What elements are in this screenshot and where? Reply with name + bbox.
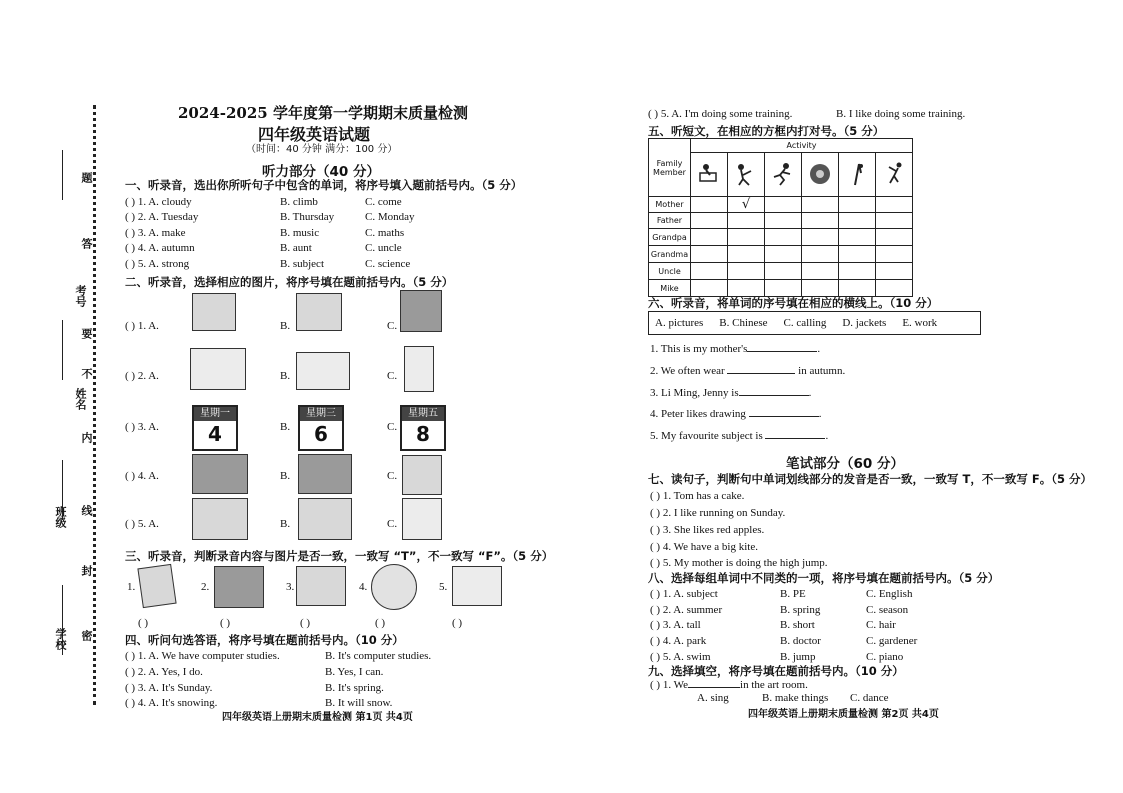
sec6-s3: 3. Li Ming, Jenny is . [650,387,812,399]
tree-image [192,293,236,331]
activity-icon [802,153,839,197]
sec4-q5-a: ( ) 5. A. I'm doing some training. [648,108,793,120]
exam-number-line [62,150,63,200]
footer-right: 四年级英语上册期末质量检测 第2页 共4页 [748,709,939,720]
activity-icon [765,153,802,197]
field-school: 学校 [54,628,67,650]
sec9-opt-b: B. make things [762,692,829,704]
sec9-q1: ( ) 1. We in the art room. [650,679,808,691]
sec8-q1-a: ( ) 1. A. subject [650,588,718,600]
sec8-q1-b: B. PE [780,588,806,600]
member-uncle: Uncle [649,263,691,280]
sec1-q4-b: B. aunt [280,242,312,254]
word-options-box [648,311,981,335]
sec1-q4-c: C. uncle [365,242,402,254]
sec1-title: 一、听录音，选出你所听句子中包含的单词，将序号填入题前括号内。（5 分） [125,178,523,192]
sec3-num: 4. [359,581,368,593]
exam-info: （时间：40 分钟 满分：100 分） [246,144,398,155]
member-father: Father [649,213,691,229]
seal-char: 线 [80,505,93,516]
sec4-q2-a: ( ) 2. A. Yes, I do. [125,666,203,678]
activity-icon [839,153,876,197]
listening-heading: 听力部分（40 分） [262,164,380,180]
sec1-q5-c: C. science [365,258,411,270]
member-grandpa: Grandpa [649,229,691,246]
sec1-q2: ( ) 2. A. Tuesday [125,211,199,223]
sec2-q3-c: C. [387,421,398,433]
activity-icon [728,153,765,197]
field-name: 姓名 [74,388,87,410]
sec1-q5: ( ) 5. A. strong [125,258,190,270]
sec2-q4-b: B. [280,470,291,482]
seal-char: 答 [80,238,93,249]
sec4-q4-a: ( ) 4. A. It's snowing. [125,697,218,709]
sec1-q1-c: C. come [365,196,402,208]
sec2-q5-c: C. [387,518,398,530]
sec6-title: 六、听录音，将单词的序号填在相应的横线上。（10 分） [648,296,939,310]
field-class: 班级 [54,506,67,528]
running-image [404,346,434,392]
activity-icon [691,153,728,197]
sec8-title: 八、选择每组单词中不同类的一项，将序号填在题前括号内。（5 分） [648,571,1000,585]
tree-image [400,290,442,332]
sec2-q3: ( ) 3. A. [125,421,159,433]
seal-char: 题 [80,172,93,183]
exam-subtitle: 四年级英语试题 [258,125,371,144]
sport-image [190,348,246,390]
activity-header: Activity [691,139,913,153]
sec8-q2-a: ( ) 2. A. summer [650,604,723,616]
sec8-q4-b: B. doctor [780,635,821,647]
sec5-title: 五、听短文，在相应的方框内打对号。（5 分） [648,124,885,138]
sec2-q5-b: B. [280,518,291,530]
word-option: E. work [902,316,938,329]
reading-image [402,455,442,495]
binding-dotted-line [93,105,96,705]
sec9-title: 九、选择填空，将序号填在题前括号内。（10 分） [648,664,904,678]
word-option: B. Chinese [719,316,768,329]
calendar-icon: 星期三 6 [298,405,344,451]
sec7-q2: ( ) 2. I like running on Sunday. [650,507,786,519]
sec1-q1: ( ) 1. A. cloudy [125,196,192,208]
member-mother: Mother [649,197,691,213]
sec9-opt-c: C. dance [850,692,889,704]
word-option: C. calling [783,316,827,329]
classroom-image [192,454,248,494]
sec1-q1-b: B. climb [280,196,318,208]
sec6-s1: 1. This is my mother's . [650,343,821,355]
sec3-bracket: ( ) [375,617,386,629]
answer-blank[interactable] [688,687,740,688]
sec7-title: 七、读句子，判断句中单词划线部分的发音是否一致，一致写 T，不一致写 F。（5 分） [648,472,1092,486]
member-mike: Mike [649,280,691,297]
sec2-title: 二、听录音，选择相应的图片，将序号填在题前括号内。（5 分） [125,275,454,289]
sec6-s5: 5. My favourite subject is . [650,430,829,442]
sec3-bracket: ( ) [300,617,311,629]
sec7-q3: ( ) 3. She likes red apples. [650,524,765,536]
sec8-q4-a: ( ) 4. A. park [650,635,707,647]
seal-char: 内 [80,432,93,443]
sec4-q5-b: B. I like doing some training. [836,108,966,120]
seal-char: 要 [80,328,93,339]
activity-table [648,138,913,297]
piano-image [402,498,442,540]
sec7-q4: ( ) 4. We have a big kite. [650,541,758,553]
sec2-q5: ( ) 5. A. [125,518,159,530]
sec1-q3-b: B. music [280,227,320,239]
sec2-q2-c: C. [387,370,398,382]
sec3-bracket: ( ) [138,617,149,629]
calendar-icon: 星期一 4 [192,405,238,451]
sec2-q2: ( ) 2. A. [125,370,159,382]
sec7-q1: ( ) 1. Tom has a cake. [650,490,745,502]
word-option: A. pictures [655,316,704,329]
sec8-q3-b: B. short [780,619,815,631]
sec3-num: 2. [201,581,210,593]
seal-char: 封 [80,565,93,576]
sec3-bracket: ( ) [452,617,463,629]
word-option: D. jackets [842,316,887,329]
sec8-q5-a: ( ) 5. A. swim [650,651,711,663]
answer-blank[interactable] [765,438,825,439]
sec4-q2-b: B. Yes, I can. [325,666,384,678]
field-exam-number: 考号 [74,285,87,307]
sec4-q3-a: ( ) 3. A. It's Sunday. [125,682,213,694]
sec8-q2-b: B. spring [780,604,821,616]
sec2-q2-b: B. [280,370,291,382]
sec8-q1-c: C. English [866,588,913,600]
sec1-q4: ( ) 4. A. autumn [125,242,195,254]
picture-image [214,566,264,608]
sec8-q3-c: C. hair [866,619,896,631]
answer-blank[interactable] [747,351,817,352]
kungfu-image [192,498,248,540]
picture-image [371,564,417,610]
sec2-q4-c: C. [387,470,398,482]
calendar-icon: 星期五 8 [400,405,446,451]
sec3-num: 5. [439,581,448,593]
footer-left: 四年级英语上册期末质量检测 第1页 共4页 [222,712,413,723]
name-line [62,320,63,380]
written-heading: 笔试部分（60 分） [786,456,904,472]
sec4-q1-a: ( ) 1. A. We have computer studies. [125,650,280,662]
seal-char: 不 [80,368,93,379]
sec9-opt-a: A. sing [697,692,729,704]
sec2-q1-b: B. [280,320,291,332]
member-grandma: Grandma [649,246,691,263]
sec3-num: 3. [286,581,295,593]
answer-blank[interactable] [727,373,795,374]
seal-char: 密 [80,630,93,641]
sec4-q4-b: B. It will snow. [325,697,393,709]
sec1-q2-c: C. Monday [365,211,415,223]
sec8-q2-c: C. season [866,604,909,616]
family-member-header: Family Member [649,139,691,197]
sec3-title: 三、听录音，判断录音内容与图片是否一致，一致写 “T”，不一致写 “F”。（5 分） [125,549,554,563]
sec1-q5-b: B. subject [280,258,324,270]
sport-image [296,352,350,390]
exam-title: 2024-2025 学年度第一学期期末质量检测 [178,104,468,122]
sec8-q5-c: C. piano [866,651,904,663]
sec8-q5-b: B. jump [780,651,816,663]
sec4-q3-b: B. It's spring. [325,682,384,694]
sec4-title: 四、听问句选答语，将序号填在题前括号内。（10 分） [125,633,404,647]
activity-icon [876,153,913,197]
answer-blank[interactable] [739,395,809,396]
classroom-image [298,454,352,494]
sec8-q3-a: ( ) 3. A. tall [650,619,701,631]
sec4-q1-b: B. It's computer studies. [325,650,432,662]
sec8-q4-c: C. gardener [866,635,918,647]
book-image [137,564,176,608]
sec2-q3-b: B. [280,421,291,433]
answer-blank[interactable] [749,416,819,417]
picture-image [296,566,346,606]
sec2-q4: ( ) 4. A. [125,470,159,482]
check-mark: √ [728,197,765,213]
sec1-q3: ( ) 3. A. make [125,227,186,239]
sec6-s4: 4. Peter likes drawing . [650,408,822,420]
sec6-s2: 2. We often wear in autumn. [650,365,846,377]
sec3-bracket: ( ) [220,617,231,629]
sec2-q1: ( ) 1. A. [125,320,159,332]
computer-image [452,566,502,606]
tree-image [296,293,342,331]
drawing-image [298,498,352,540]
sec1-q3-c: C. maths [365,227,405,239]
sec7-q5: ( ) 5. My mother is doing the high jump. [650,557,828,569]
sec1-q2-b: B. Thursday [280,211,335,223]
sec3-num: 1. [127,581,136,593]
sec2-q1-c: C. [387,320,398,332]
